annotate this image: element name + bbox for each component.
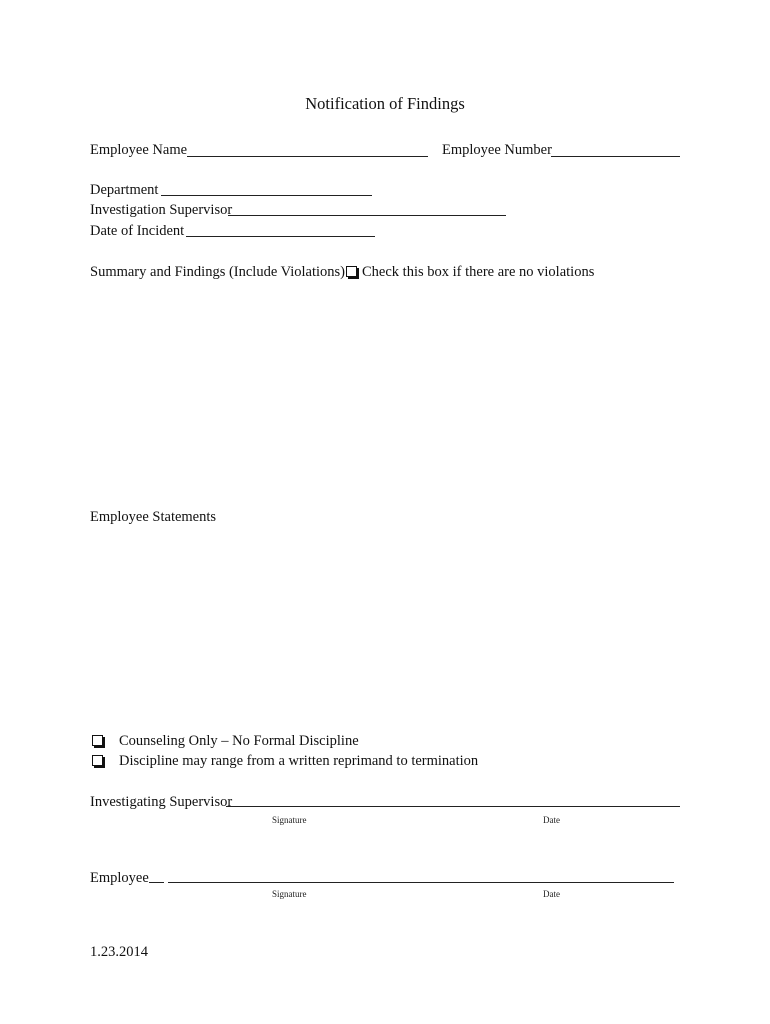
employee-statements-label: Employee Statements (90, 509, 217, 525)
discipline-checkbox[interactable] (92, 755, 103, 766)
employee-signature-line-short (149, 882, 164, 883)
department-label: Department (90, 182, 159, 198)
page-title: Notification of Findings (305, 94, 465, 113)
counseling-only-label: Counseling Only – No Formal Discipline (119, 733, 359, 749)
summary-text-area[interactable] (90, 290, 680, 500)
employee-date-caption: Date (543, 889, 560, 899)
no-violations-checkbox[interactable] (346, 266, 357, 277)
employee-statements-text-area[interactable] (90, 535, 680, 725)
investigation-supervisor-field[interactable] (228, 215, 506, 216)
supervisor-date-caption: Date (543, 815, 560, 825)
investigating-supervisor-signature-line[interactable] (226, 806, 680, 807)
date-of-incident-field[interactable] (186, 236, 375, 237)
employee-number-field[interactable] (551, 156, 680, 157)
counseling-only-checkbox[interactable] (92, 735, 103, 746)
employee-name-field[interactable] (187, 156, 428, 157)
footer-date: 1.23.2014 (90, 944, 148, 960)
investigation-supervisor-label: Investigation Supervisor (90, 202, 233, 218)
supervisor-signature-caption: Signature (272, 815, 307, 825)
no-violations-label: Check this box if there are no violations (362, 264, 595, 280)
discipline-label: Discipline may range from a written reprimand to termination (119, 753, 479, 769)
employee-signature-caption: Signature (272, 889, 307, 899)
employee-name-label: Employee Name (90, 142, 188, 158)
summary-label: Summary and Findings (Include Violations) (90, 264, 346, 280)
employee-signature-label: Employee (90, 870, 149, 886)
investigating-supervisor-label: Investigating Supervisor (90, 794, 233, 810)
employee-number-label: Employee Number (442, 142, 552, 158)
date-of-incident-label: Date of Incident (90, 223, 185, 239)
department-field[interactable] (161, 195, 372, 196)
employee-signature-line[interactable] (168, 882, 674, 883)
